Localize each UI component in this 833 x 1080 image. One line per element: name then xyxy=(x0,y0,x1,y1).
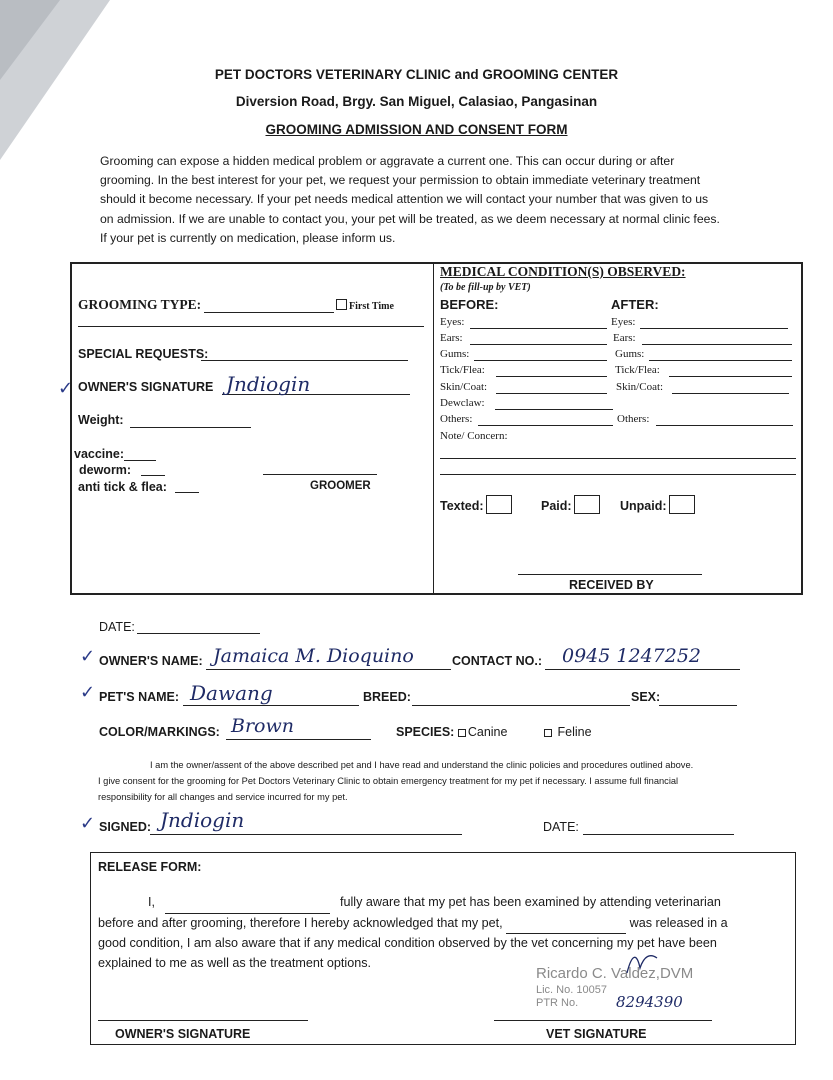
owner-signature-label: OWNER'S SIGNATURE xyxy=(78,380,214,394)
breed-label: BREED: xyxy=(363,690,411,704)
contact-handwriting: 0945 1247252 xyxy=(562,645,702,667)
texted-checkbox[interactable] xyxy=(440,495,512,514)
before-skincoat-field[interactable] xyxy=(496,393,607,394)
before-gums-label: Gums: xyxy=(440,348,470,360)
received-by-label: RECEIVED BY xyxy=(569,578,654,592)
grooming-type-label: GROOMING TYPE: xyxy=(78,297,202,312)
sex-label: SEX: xyxy=(631,690,661,704)
vet-stamp-ptr: PTR No. xyxy=(536,997,579,1009)
after-eyes-label: Eyes: xyxy=(611,316,636,328)
pet-name-field[interactable] xyxy=(183,705,359,706)
note-line-2[interactable] xyxy=(440,474,796,475)
after-heading: AFTER: xyxy=(611,297,659,312)
canine-checkbox[interactable] xyxy=(458,729,466,737)
color-markings-label: COLOR/MARKINGS: xyxy=(99,725,220,739)
checkbox-icon[interactable] xyxy=(336,299,347,310)
before-others-field[interactable] xyxy=(478,425,613,426)
vet-stamp-name: Ricardo C. Valdez,DVM xyxy=(536,965,694,982)
first-time-checkbox[interactable] xyxy=(336,299,394,312)
release-text-1: fully aware that my pet has been examined by attending veterinarian xyxy=(340,895,721,909)
after-skincoat-field[interactable] xyxy=(672,393,789,394)
texted-box[interactable] xyxy=(486,495,512,514)
signed-handwriting: Jndiogin xyxy=(160,808,245,832)
form-title: GROOMING ADMISSION AND CONSENT FORM xyxy=(265,122,568,137)
medical-title: MEDICAL CONDITION(S) OBSERVED: xyxy=(440,264,686,279)
before-dewclaw-label: Dewclaw: xyxy=(440,397,485,409)
paid-checkbox[interactable] xyxy=(541,495,600,514)
release-title: RELEASE FORM: xyxy=(98,860,202,874)
before-skincoat-label: Skin/Coat: xyxy=(440,381,488,393)
checkmark-icon: ✓ xyxy=(58,378,74,398)
before-ears-field[interactable] xyxy=(470,344,607,345)
feline-label: Feline xyxy=(557,725,592,739)
after-ears-label: Ears: xyxy=(613,332,636,344)
special-requests-label: SPECIAL REQUESTS: xyxy=(78,347,209,361)
groomer-signature-line[interactable] xyxy=(263,474,377,475)
sex-field[interactable] xyxy=(659,705,737,706)
grooming-type-field-2[interactable] xyxy=(78,326,424,327)
owner-signature-handwriting: Jndiogin xyxy=(226,372,311,396)
intro-line: should it become necessary. If your pet needs medical attention we will contact your number that was given to us xyxy=(100,192,709,207)
release-text-2b: was released in a xyxy=(629,915,728,930)
before-dewclaw-field[interactable] xyxy=(495,409,613,410)
ptr-number-handwriting: 8294390 xyxy=(616,993,683,1011)
signed-date-label: DATE: xyxy=(543,820,579,834)
after-others-field[interactable] xyxy=(656,425,793,426)
unpaid-box[interactable] xyxy=(669,495,695,514)
owner-name-handwriting: Jamaica M. Dioquino xyxy=(213,645,414,667)
before-eyes-label: Eyes: xyxy=(440,316,465,328)
antitick-field[interactable] xyxy=(175,492,199,493)
contact-label: CONTACT NO.: xyxy=(452,654,543,668)
intro-paragraph xyxy=(100,152,744,248)
before-eyes-field[interactable] xyxy=(470,328,607,329)
folded-corner xyxy=(0,0,115,170)
grooming-type-field[interactable] xyxy=(204,312,334,313)
paid-box[interactable] xyxy=(574,495,600,514)
before-gums-field[interactable] xyxy=(474,360,607,361)
clinic-name: PET DOCTORS VETERINARY CLINIC and GROOMING CENTER xyxy=(214,67,619,82)
before-others-label: Others: xyxy=(440,413,473,425)
after-tickflea-field[interactable] xyxy=(669,376,792,377)
vet-signature-label: VET SIGNATURE xyxy=(546,1027,647,1041)
signed-date-field[interactable] xyxy=(583,834,734,835)
release-text-2a: before and after grooming, therefore I hereby acknowledged that my pet, xyxy=(98,915,503,930)
pet-name-handwriting: Dawang xyxy=(190,681,273,705)
owner-signature-line[interactable] xyxy=(98,1020,308,1021)
groomer-label: GROOMER xyxy=(310,480,371,492)
release-owner-signature-label: OWNER'S SIGNATURE xyxy=(115,1027,251,1041)
note-concern-label: Note/ Concern: xyxy=(440,430,508,442)
consent-line: responsibility for all changes and service incurred for my pet. xyxy=(98,792,348,802)
canine-label: Canine xyxy=(467,725,508,739)
intro-line: on admission. If we are unable to contact you, your pet will be treated, as we deem necessary at normal clinic fees. xyxy=(100,211,720,226)
before-tickflea-label: Tick/Flea: xyxy=(440,364,485,376)
release-owner-name-field[interactable] xyxy=(165,893,330,914)
checkmark-icon: ✓ xyxy=(80,682,96,702)
signed-field[interactable] xyxy=(150,834,462,835)
after-gums-field[interactable] xyxy=(649,360,792,361)
clinic-address: Diversion Road, Brgy. San Miguel, Calasiao, Pangasinan xyxy=(235,94,598,109)
weight-label: Weight: xyxy=(78,413,124,427)
after-eyes-field[interactable] xyxy=(640,328,788,329)
feline-checkbox[interactable] xyxy=(544,729,552,737)
date-label: DATE: xyxy=(99,620,135,634)
deworm-label: deworm: xyxy=(79,463,132,477)
release-paragraph xyxy=(98,893,790,973)
after-tickflea-label: Tick/Flea: xyxy=(615,364,660,376)
intro-line: grooming. In the best interest for your pet, we request your permission to obtain immediate veterinary treatment xyxy=(100,173,701,188)
owner-name-field[interactable] xyxy=(206,669,451,670)
vaccine-label: vaccine: xyxy=(74,447,125,461)
before-tickflea-field[interactable] xyxy=(496,376,607,377)
unpaid-label: Unpaid: xyxy=(620,499,667,513)
weight-field[interactable] xyxy=(130,427,251,428)
paid-label: Paid: xyxy=(541,499,572,513)
pet-name-label: PET'S NAME: xyxy=(99,690,180,704)
vet-stamp-license: Lic. No. 10057 xyxy=(536,984,607,996)
first-time-label: First Time xyxy=(349,301,394,312)
after-ears-field[interactable] xyxy=(642,344,792,345)
intro-line: If your pet is currently on medication, please inform us. xyxy=(100,230,396,245)
note-line-1[interactable] xyxy=(440,458,796,459)
species-group xyxy=(396,725,507,739)
breed-field[interactable] xyxy=(412,705,630,706)
unpaid-checkbox[interactable] xyxy=(620,495,695,514)
vet-signature-line[interactable] xyxy=(494,1020,712,1021)
medical-subtitle: (To be fill-up by VET) xyxy=(440,282,531,293)
after-others-label: Others: xyxy=(617,413,650,425)
before-ears-label: Ears: xyxy=(440,332,463,344)
texted-label: Texted: xyxy=(440,499,484,513)
deworm-field[interactable] xyxy=(141,475,165,476)
consent-line: I give consent for the grooming for Pet Doctors Veterinary Clinic to obtain emergency treatment for my pet if necessary. I assume full financial xyxy=(98,776,679,786)
color-handwriting: Brown xyxy=(231,715,294,737)
after-gums-label: Gums: xyxy=(615,348,645,360)
release-text-4: explained to me as well as the treatment options. xyxy=(98,955,372,970)
species-label: SPECIES: xyxy=(396,725,455,739)
release-text-3: good condition, I am also aware that if any medical condition observed by the vet concerning my pet have been xyxy=(98,936,717,950)
consent-statement xyxy=(98,757,742,805)
release-pet-field[interactable] xyxy=(506,914,626,935)
date-field[interactable] xyxy=(137,633,260,634)
feline-option[interactable] xyxy=(544,725,592,739)
vet-signature-mark xyxy=(622,948,662,978)
checkmark-icon: ✓ xyxy=(80,813,96,833)
before-heading: BEFORE: xyxy=(440,297,499,312)
consent-line: I am the owner/assent of the above described pet and I have read and understand the clinic policies and procedures outlined above. xyxy=(150,760,694,770)
after-skincoat-label: Skin/Coat: xyxy=(616,381,664,393)
color-markings-field[interactable] xyxy=(226,739,371,740)
received-by-line[interactable] xyxy=(518,574,702,575)
vaccine-field[interactable] xyxy=(124,460,156,461)
release-i: I, xyxy=(148,895,155,909)
contact-field[interactable] xyxy=(545,669,740,670)
special-requests-field[interactable] xyxy=(201,360,408,361)
intro-line: Grooming can expose a hidden medical problem or aggravate a current one. This can occur during or after xyxy=(100,154,675,168)
signed-label: SIGNED: xyxy=(99,820,152,834)
antitick-label: anti tick & flea: xyxy=(78,480,167,494)
owner-name-label: OWNER'S NAME: xyxy=(99,654,203,668)
checkmark-icon: ✓ xyxy=(80,646,96,666)
box-divider xyxy=(433,262,434,595)
